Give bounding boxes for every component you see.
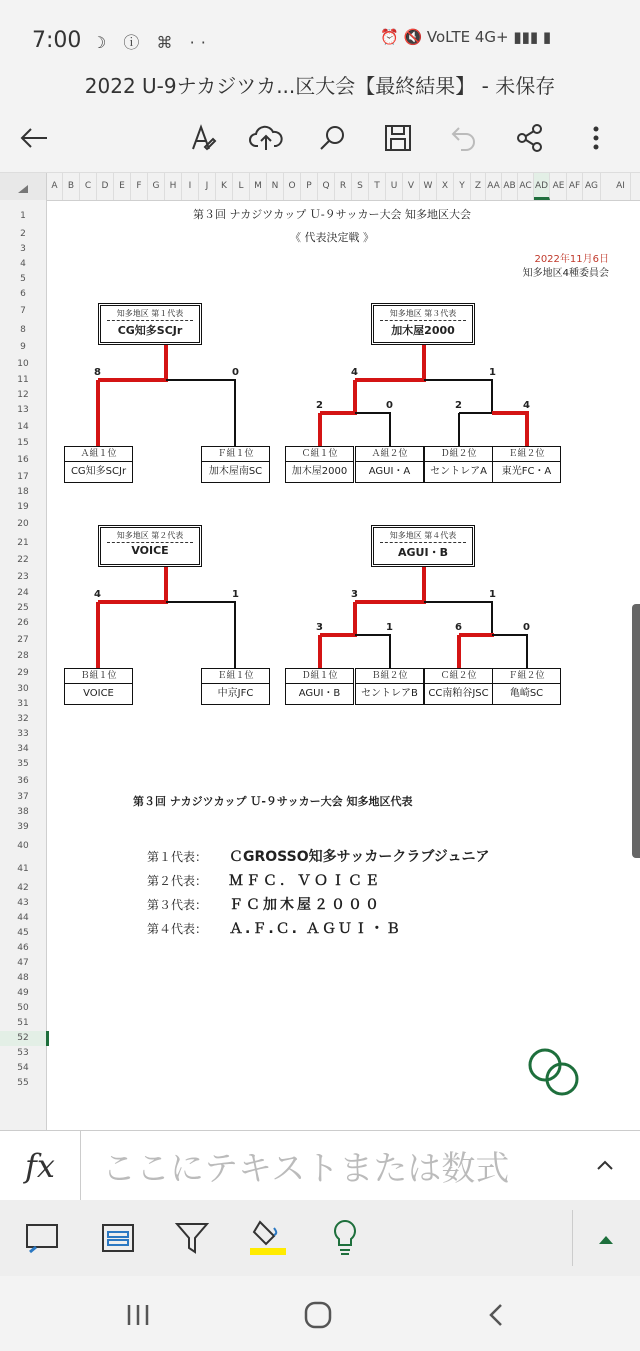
rep-name: ＦＣ加木屋２０００ <box>229 897 382 913</box>
row-header-cell[interactable]: 51 <box>17 1018 29 1028</box>
bracket-line <box>389 413 390 446</box>
row-header-cell[interactable]: 1 <box>20 211 26 221</box>
row-header-cell[interactable]: 29 <box>17 668 29 678</box>
column-header-cell[interactable]: D <box>97 173 114 200</box>
rep-row-4 <box>147 918 490 942</box>
row-header-cell[interactable]: 43 <box>17 898 29 908</box>
match-score: 0 <box>232 367 239 378</box>
bracket-line-winner <box>422 567 426 602</box>
match-score: 0 <box>386 400 393 411</box>
row-header-cell[interactable]: 26 <box>17 618 29 628</box>
team-name: セントレアB <box>361 688 418 699</box>
rep-name: ＣGROSSO知多サッカークラブジュニア <box>229 849 490 865</box>
bracket-line <box>459 412 493 413</box>
team-group-rank: Ｄ組２位 <box>425 447 492 462</box>
rep-box-winner: VOICE <box>131 544 169 557</box>
command-bar <box>0 1200 640 1276</box>
row-header-cell[interactable]: 44 <box>17 913 29 923</box>
column-header-cell[interactable]: AE <box>551 173 567 200</box>
nav-back-icon[interactable] <box>486 1302 506 1332</box>
match-score: 4 <box>523 400 530 411</box>
match-score: 1 <box>232 589 239 600</box>
column-header-cell[interactable]: J <box>199 173 216 200</box>
row-header-cell[interactable]: 2 <box>20 229 26 239</box>
match-score: 2 <box>316 400 323 411</box>
row-header-cell[interactable]: 4 <box>20 259 26 269</box>
status-time: 7:00 <box>32 28 82 53</box>
row-header-cell[interactable]: 13 <box>17 405 29 415</box>
bracket-line <box>355 634 391 635</box>
toolbar <box>0 104 640 173</box>
more-icon[interactable] <box>576 118 616 158</box>
column-header-cell[interactable]: F <box>131 173 148 200</box>
bracket-line <box>491 602 492 635</box>
row-header-cell[interactable]: 40 <box>17 841 29 851</box>
match-score: 1 <box>489 367 496 378</box>
column-header-cell[interactable]: I <box>182 173 199 200</box>
team-name: 亀崎SC <box>509 688 544 699</box>
row-header-cell[interactable]: 21 <box>17 538 29 548</box>
row-header-cell[interactable]: 48 <box>17 973 29 983</box>
row-header-cell[interactable]: 15 <box>17 438 29 448</box>
save-icon[interactable] <box>378 118 418 158</box>
row-header-cell[interactable]: 55 <box>17 1078 29 1088</box>
column-header-cell[interactable]: M <box>250 173 267 200</box>
share-icon[interactable] <box>510 118 550 158</box>
rep-name: ＭＦＣ．ＶＯＩＣＥ <box>229 873 382 889</box>
row-header-cell[interactable]: 16 <box>17 455 29 465</box>
row-header-cell[interactable]: 17 <box>17 472 29 482</box>
team-group-rank: Ｃ組２位 <box>425 669 492 684</box>
row-header-cell[interactable]: 18 <box>17 487 29 497</box>
column-header-cell[interactable]: K <box>216 173 233 200</box>
filter-icon[interactable] <box>174 1220 210 1260</box>
rep-row-3 <box>147 894 490 918</box>
row-header-cell[interactable]: 46 <box>17 943 29 953</box>
select-all-corner[interactable] <box>0 173 47 200</box>
bracket-line-winner <box>318 635 322 668</box>
team-box <box>424 668 493 705</box>
cloud-upload-icon[interactable] <box>246 118 286 158</box>
team-box <box>355 668 424 705</box>
row-header-cell[interactable]: 54 <box>17 1063 29 1073</box>
divider <box>107 542 193 543</box>
sheet-subtitle: 《 代表決定戦 》 <box>290 231 374 244</box>
bracket-line <box>458 413 459 446</box>
row-header-cell[interactable]: 27 <box>17 635 29 645</box>
row-header-cell[interactable]: 5 <box>20 274 26 284</box>
team-group-rank: Ａ組１位 <box>65 447 132 462</box>
row-header-cell[interactable]: 20 <box>17 519 29 529</box>
row-header-cell[interactable]: 47 <box>17 958 29 968</box>
team-name: 加木屋南SC <box>208 466 263 477</box>
match-score: 1 <box>489 589 496 600</box>
team-box <box>64 446 133 483</box>
team-name: CG知多SCJr <box>70 466 127 477</box>
fill-color-icon[interactable] <box>248 1218 288 1262</box>
summary-title: 第３回 ナカジツカップ Ｕ-９サッカー大会 知多地区代表 <box>133 795 413 808</box>
formula-input[interactable]: ここにテキストまたは数式 <box>102 1149 510 1189</box>
team-box <box>285 446 354 483</box>
row-header-cell[interactable]: 49 <box>17 988 29 998</box>
team-box <box>492 668 561 705</box>
team-group-rank: Ｅ組２位 <box>493 447 560 462</box>
team-box <box>355 446 424 483</box>
row-header-cell[interactable]: 33 <box>17 729 29 739</box>
column-header-cell[interactable]: C <box>80 173 97 200</box>
row-header-cell[interactable]: 45 <box>17 928 29 938</box>
sheet-date: 2022年11月6日 <box>534 254 609 265</box>
row-header-cell[interactable]: 14 <box>17 422 29 432</box>
row-header-cell[interactable]: 50 <box>17 1003 29 1013</box>
team-name: AGUI・A <box>368 466 411 477</box>
bracket-line <box>166 379 236 380</box>
column-header-cell[interactable]: B <box>63 173 80 200</box>
expand-ribbon-icon[interactable] <box>596 1232 616 1251</box>
bracket-line <box>166 601 236 602</box>
system-nav-bar <box>0 1276 640 1351</box>
team-group-rank: Ｄ組１位 <box>286 669 353 684</box>
divider <box>572 1210 573 1266</box>
status-left-icons: ☽ ⓘ ⌘ ·· <box>92 33 212 52</box>
org-logo-icon <box>525 1045 585 1101</box>
row-header-cell[interactable]: 52 <box>0 1031 49 1046</box>
team-box <box>285 668 354 705</box>
team-name: 加木屋2000 <box>291 466 348 477</box>
match-score: 2 <box>455 400 462 411</box>
match-score: 6 <box>455 622 462 633</box>
ideas-icon[interactable] <box>330 1218 360 1262</box>
bracket-line-winner <box>164 345 168 380</box>
bracket-line <box>424 379 493 380</box>
column-header-cell[interactable]: Y <box>454 173 471 200</box>
representative-box <box>371 525 475 567</box>
match-score: 1 <box>386 622 393 633</box>
row-header-cell[interactable]: 23 <box>17 572 29 582</box>
bracket-line-winner <box>353 602 357 635</box>
sheet-view-icon[interactable] <box>100 1222 136 1258</box>
row-header-cell[interactable]: 37 <box>17 792 29 802</box>
column-header-cell[interactable]: E <box>114 173 131 200</box>
bracket-line-winner <box>96 380 100 446</box>
divider <box>107 320 193 321</box>
row-header-cell[interactable]: 12 <box>17 390 29 400</box>
column-header-cell[interactable]: W <box>420 173 437 200</box>
column-header-cell[interactable]: L <box>233 173 250 200</box>
rep-box-label: 知多地区 第３代表 <box>389 309 457 318</box>
formula-bar <box>0 1130 640 1202</box>
team-group-rank: Ｆ組２位 <box>493 669 560 684</box>
match-score: 3 <box>351 589 358 600</box>
column-header-cell[interactable]: V <box>403 173 420 200</box>
representative-box <box>98 303 202 345</box>
row-header-cell[interactable]: 6 <box>20 289 26 299</box>
team-name: 東光FC・A <box>501 466 552 477</box>
sheet-organizer: 知多地区4種委員会 <box>522 268 609 279</box>
row-header-cell[interactable]: 19 <box>17 502 29 512</box>
rep-box-label: 知多地区 第４代表 <box>389 531 457 540</box>
row-header-cell[interactable]: 30 <box>17 684 29 694</box>
row-header-cell[interactable]: 34 <box>17 744 29 754</box>
column-header-cell[interactable]: AF <box>567 173 583 200</box>
match-score: 3 <box>316 622 323 633</box>
pen-icon[interactable] <box>182 118 222 158</box>
team-name: AGUI・B <box>298 688 341 699</box>
row-header-cell[interactable]: 31 <box>17 699 29 709</box>
row-header-cell[interactable]: 42 <box>17 883 29 893</box>
rep-box-winner: AGUI・B <box>398 546 448 559</box>
column-header-cell[interactable]: AG <box>583 173 601 200</box>
bracket-line-winner <box>525 413 529 446</box>
sheet-title: 第３回 ナカジツカップ Ｕ-９サッカー大会 知多地区大会 <box>193 208 471 221</box>
column-header-cell[interactable]: AD <box>534 173 550 200</box>
column-header-cell[interactable]: AA <box>486 173 502 200</box>
expand-formula-icon[interactable] <box>590 1153 620 1181</box>
sheet-area[interactable] <box>47 200 640 1130</box>
row-header-cell[interactable]: 36 <box>17 776 29 786</box>
rep-box-winner: 加木屋2000 <box>391 324 455 337</box>
rep-label: 第４代表： <box>147 922 208 936</box>
scrollbar-thumb[interactable] <box>632 604 640 858</box>
column-header-cell[interactable]: AB <box>502 173 518 200</box>
bracket-line-winner <box>422 345 426 380</box>
bracket-line-winner <box>96 602 100 668</box>
bracket-line <box>491 380 492 413</box>
rep-list <box>147 846 490 942</box>
search-icon[interactable] <box>312 118 352 158</box>
rep-box-label: 知多地区 第１代表 <box>116 309 184 318</box>
row-header-cell[interactable]: 8 <box>20 325 26 335</box>
column-header-cell[interactable]: U <box>386 173 403 200</box>
column-header-cell[interactable]: A <box>47 173 63 200</box>
bracket-line <box>526 635 527 668</box>
row-header-cell[interactable]: 28 <box>17 651 29 661</box>
team-box <box>201 668 270 705</box>
column-header-cell[interactable]: X <box>437 173 454 200</box>
column-header-cell[interactable]: G <box>148 173 165 200</box>
team-box <box>492 446 561 483</box>
card-view-icon[interactable] <box>24 1222 60 1258</box>
column-header-cell[interactable]: T <box>369 173 386 200</box>
row-header-cell[interactable]: 10 <box>17 359 29 369</box>
team-box <box>64 668 133 705</box>
undo-icon[interactable] <box>444 118 484 158</box>
row-header-cell[interactable]: 53 <box>17 1048 29 1058</box>
fx-icon[interactable]: fx <box>0 1131 81 1201</box>
bracket-line <box>424 601 493 602</box>
team-box <box>201 446 270 483</box>
divider <box>380 542 466 543</box>
document-title: 2022 U-9ナカジツカ...区大会【最終結果】 - 未保存 <box>84 74 556 98</box>
column-header-cell[interactable]: Q <box>318 173 335 200</box>
back-icon[interactable] <box>14 118 54 158</box>
column-header-cell[interactable]: AI <box>611 173 631 200</box>
row-header-cell[interactable]: 39 <box>17 822 29 832</box>
rep-name: Ａ.Ｆ.Ｃ. ＡＧＵＩ・Ｂ <box>229 921 402 937</box>
team-group-rank: Ｃ組１位 <box>286 447 353 462</box>
rep-row-2 <box>147 870 490 894</box>
status-bar <box>0 0 640 70</box>
column-header-cell[interactable]: Z <box>471 173 486 200</box>
bracket-line-winner <box>457 635 461 668</box>
row-header <box>0 200 47 1130</box>
status-right-icons: ⏰ 🔇 VoLTE 4G+ ▮▮▮ ▮ <box>380 28 552 46</box>
row-header-cell[interactable]: 38 <box>17 807 29 817</box>
title-bar <box>0 70 640 104</box>
team-box <box>424 446 493 483</box>
match-score: 8 <box>94 367 101 378</box>
column-header-cell[interactable]: N <box>267 173 284 200</box>
team-name: 中京JFC <box>217 688 254 699</box>
row-header-cell[interactable]: 35 <box>17 759 29 769</box>
bracket-line <box>389 635 390 668</box>
column-header-cell[interactable]: H <box>165 173 182 200</box>
column-header-cell[interactable]: O <box>284 173 301 200</box>
team-name: CC南粕谷JSC <box>428 688 489 699</box>
column-header-cell[interactable]: S <box>352 173 369 200</box>
team-name: セントレアA <box>430 466 487 477</box>
bracket-line-winner <box>353 380 357 413</box>
team-name: VOICE <box>83 688 114 699</box>
row-header-cell[interactable]: 24 <box>17 588 29 598</box>
match-score: 4 <box>94 589 101 600</box>
column-header <box>0 173 640 201</box>
bracket-line <box>355 412 391 413</box>
team-group-rank: Ｂ組２位 <box>356 669 423 684</box>
rep-box-label: 知多地区 第２代表 <box>116 531 184 540</box>
team-group-rank: Ｅ組１位 <box>202 669 269 684</box>
row-header-cell[interactable]: 7 <box>20 306 26 316</box>
row-header-cell[interactable]: 9 <box>20 342 26 352</box>
bracket-line-winner <box>164 567 168 602</box>
row-header-cell[interactable]: 22 <box>17 555 29 565</box>
row-header-cell[interactable]: 3 <box>20 244 26 254</box>
column-header-cell[interactable]: AC <box>518 173 534 200</box>
row-header-cell[interactable]: 11 <box>17 375 29 385</box>
recent-apps-icon[interactable] <box>124 1302 152 1332</box>
row-header-cell[interactable]: 41 <box>17 864 29 874</box>
bracket-line-winner <box>318 413 322 446</box>
rep-label: 第３代表： <box>147 898 208 912</box>
rep-label: 第１代表： <box>147 850 208 864</box>
representative-box <box>98 525 202 567</box>
row-header-cell[interactable]: 32 <box>17 714 29 724</box>
bracket-line <box>234 380 235 446</box>
column-header-cell[interactable]: P <box>301 173 318 200</box>
rep-label: 第２代表： <box>147 874 208 888</box>
team-group-rank: Ｂ組１位 <box>65 669 132 684</box>
representative-box <box>371 303 475 345</box>
row-header-cell[interactable]: 25 <box>17 603 29 613</box>
rep-box-winner: CG知多SCJr <box>117 324 183 337</box>
match-score: 0 <box>523 622 530 633</box>
column-header-cell[interactable]: R <box>335 173 352 200</box>
home-icon[interactable] <box>303 1300 333 1334</box>
team-group-rank: Ａ組２位 <box>356 447 423 462</box>
team-group-rank: Ｆ組１位 <box>202 447 269 462</box>
match-score: 4 <box>351 367 358 378</box>
rep-row-1 <box>147 846 490 870</box>
bracket-line <box>492 634 528 635</box>
divider <box>380 320 466 321</box>
bracket-line <box>234 602 235 668</box>
